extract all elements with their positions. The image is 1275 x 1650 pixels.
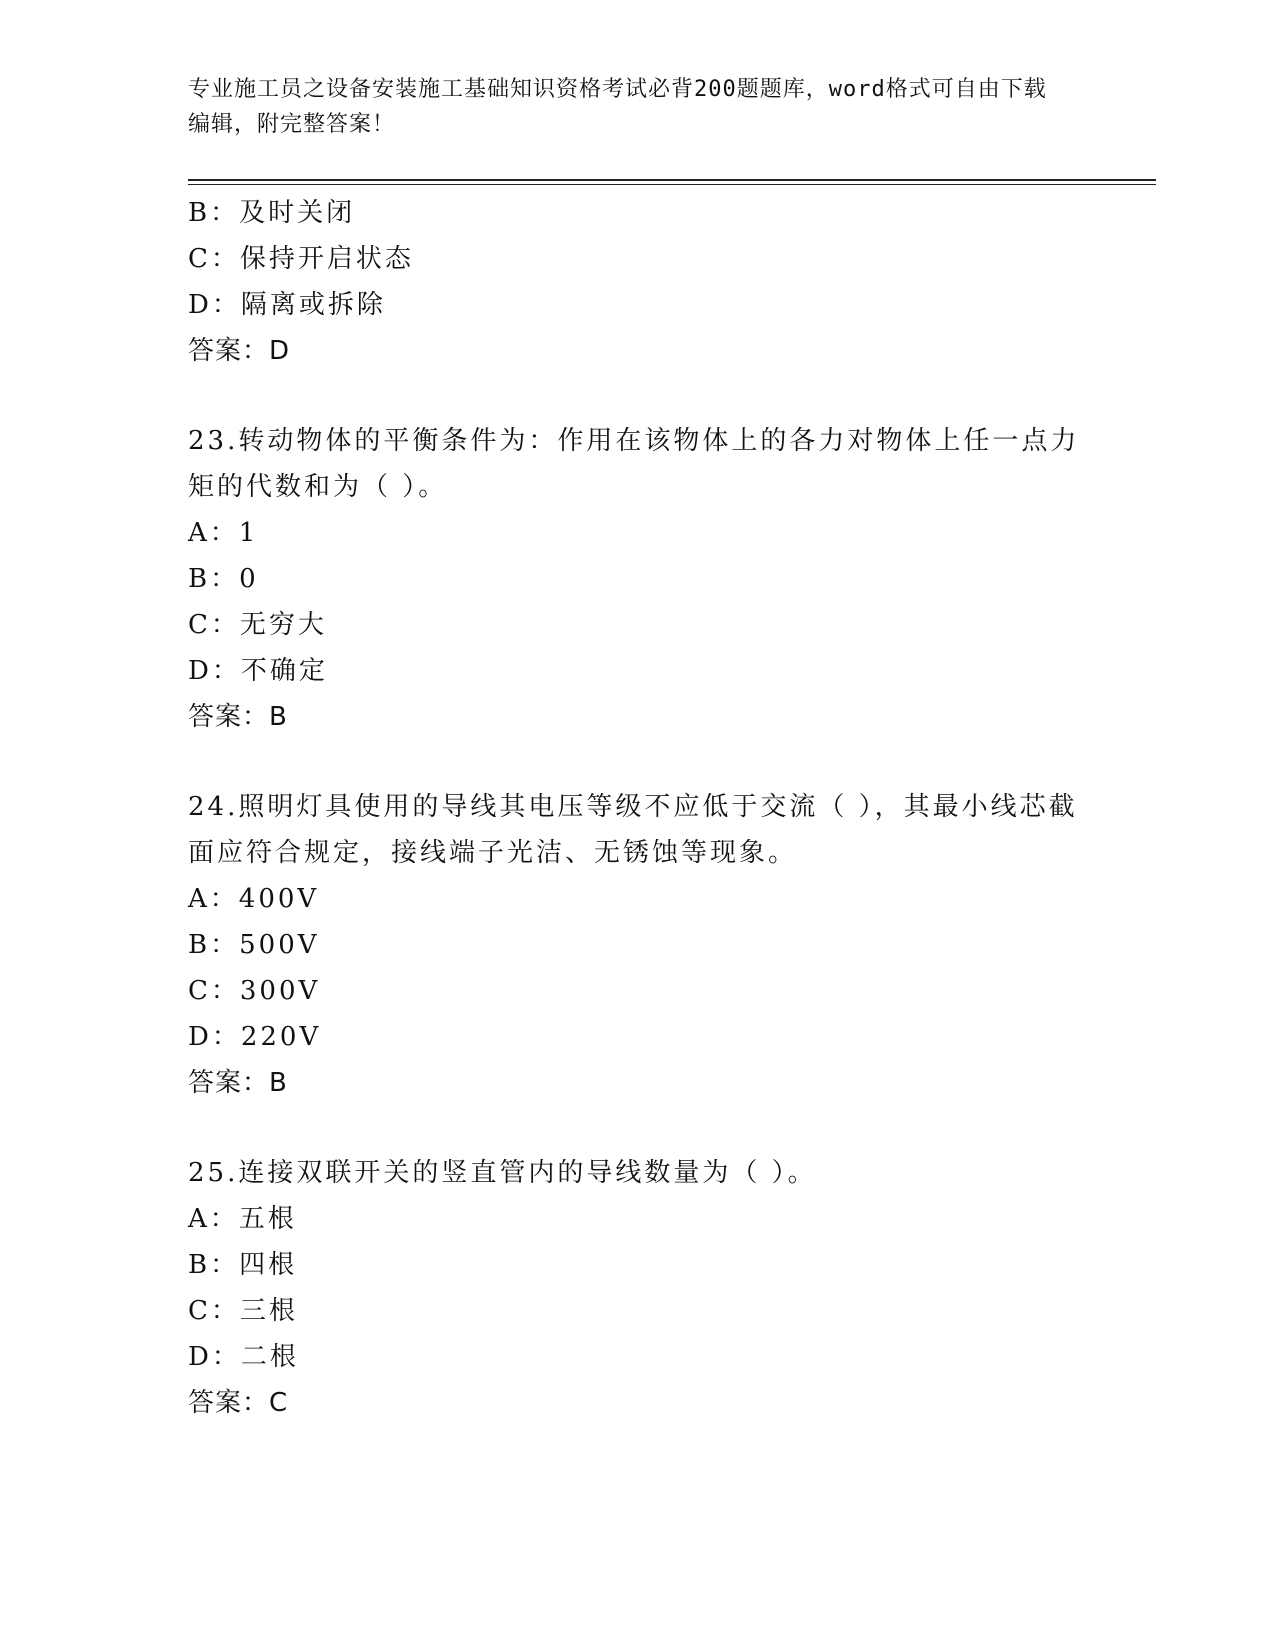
option-c: C：无穷大: [188, 610, 327, 640]
question-block-22-continued: [188, 190, 1088, 374]
header-divider-thin: [188, 184, 1156, 185]
question-block-25: [188, 1150, 1088, 1426]
question-text: 23.转动物体的平衡条件为：作用在该物体上的各力对物体上任一点力矩的代数和为（ ）。: [188, 426, 1080, 502]
option-a: A：五根: [188, 1204, 297, 1234]
option-b: B：0: [188, 564, 259, 594]
option-d: D：二根: [188, 1342, 299, 1372]
answer-line: 答案：D: [188, 336, 291, 366]
question-block-24: [188, 784, 1088, 1106]
question-text: 24.照明灯具使用的导线其电压等级不应低于交流（ ），其最小线芯截面应符合规定，接线端子光洁、无锈蚀等现象。: [188, 792, 1078, 868]
option-c: C：保持开启状态: [188, 244, 414, 274]
option-a: A：400V: [188, 884, 320, 914]
answer-line: 答案：B: [188, 1068, 288, 1098]
option-d: D：隔离或拆除: [188, 290, 386, 320]
option-b: B：四根: [188, 1250, 298, 1280]
answer-line: 答案：C: [188, 1388, 289, 1418]
option-b: B：及时关闭: [188, 198, 356, 228]
question-text: 25.连接双联开关的竖直管内的导线数量为（ ）。: [188, 1158, 817, 1188]
answer-line: 答案：B: [188, 702, 288, 732]
option-b: B：500V: [188, 930, 320, 960]
option-c: C：三根: [188, 1296, 298, 1326]
option-d: D：不确定: [188, 656, 328, 686]
header-divider-thick: [188, 179, 1156, 181]
document-header: 专业施工员之设备安装施工基础知识资格考试必背200题题库，word格式可自由下载编辑，附完整答案！: [188, 77, 1047, 137]
option-a: A：1: [188, 518, 259, 548]
option-c: C：300V: [188, 976, 321, 1006]
spacer: [188, 374, 1088, 418]
spacer: [188, 1106, 1088, 1150]
question-block-23: [188, 418, 1088, 740]
spacer: [188, 740, 1088, 784]
option-d: D：220V: [188, 1022, 322, 1052]
question-list: [188, 190, 1088, 1426]
